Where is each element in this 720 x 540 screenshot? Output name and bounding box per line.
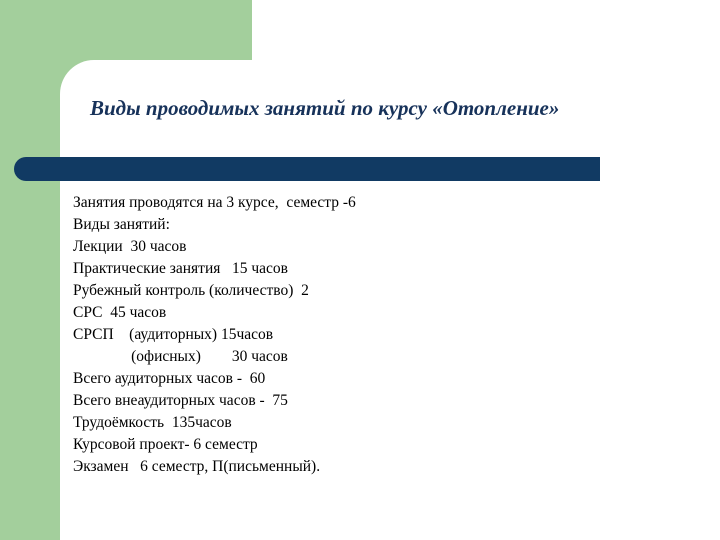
info-line-srs: СРС 45 часов xyxy=(73,304,167,321)
course-info-list xyxy=(73,192,633,478)
info-line-midterm-control: Рубежный контроль (количество) 2 xyxy=(73,282,309,299)
info-line-srsp-classroom: СРСП (аудиторных) 15часов xyxy=(73,326,274,343)
info-line-lectures: Лекции 30 часов xyxy=(73,238,187,255)
info-line-class-types-heading: Виды занятий: xyxy=(73,216,170,233)
info-line-srsp-office: (офисных) 30 часов xyxy=(73,348,288,365)
info-line-total-extracurricular: Всего внеаудиторных часов - 75 xyxy=(73,392,288,409)
info-line-course-semester: Занятия проводятся на 3 курсе, семестр -6 xyxy=(73,194,356,211)
info-line-workload: Трудоёмкость 135часов xyxy=(73,414,232,431)
info-line-course-project: Курсовой проект- 6 семестр xyxy=(73,436,258,453)
decorative-navy-bar xyxy=(14,157,600,181)
info-line-total-classroom: Всего аудиторных часов - 60 xyxy=(73,370,266,387)
decorative-green-sidebar xyxy=(0,0,60,540)
slide-title: Виды проводимых занятий по курсу «Отопление» xyxy=(90,96,560,120)
info-line-practical: Практические занятия 15 часов xyxy=(73,260,288,277)
info-line-exam: Экзамен 6 семестр, П(письменный). xyxy=(73,458,321,475)
